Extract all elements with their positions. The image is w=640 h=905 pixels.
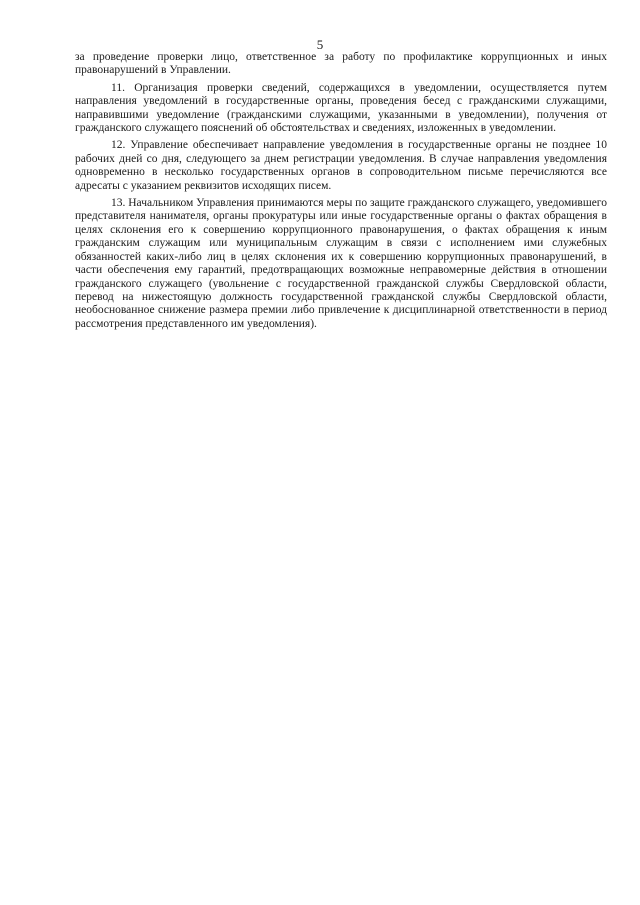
paragraph-13: 13. Начальником Управления принимаются меры по защите гражданского служащего, уведомившего представителя нанимателя, органы прокуратуры или иные государственные органы о фактах обращения в целях склонения его к совершению коррупционного правонарушения, о фактах обращения к иным гражданским служащим или муниципальным служащим в связи с исполнением ими служебных обязанностей каких-либо лиц в целях склонения их к совершению коррупционных правонарушений, в части обеспечения ему гарантий, предотвращающих возможные неправомерные действия в отношении гражданского служащего (увольнение с государственной гражданской службы Свердловской области, перевод на нижестоящую должность государственной гражданской службы Свердловской области, необоснованное снижение размера премии либо привлечение к дисциплинарной ответственности в период рассмотрения представленного им уведомления).: [75, 197, 607, 330]
page-number: 5: [316, 37, 324, 52]
document-body: [75, 51, 607, 335]
paragraph-12: 12. Управление обеспечивает направление уведомления в государственные органы не позднее 10 рабочих дней со дня, следующего за днем регистрации уведомления. В случае направления уведомления одновременно в несколько государственных органов в сопроводительном письме перечисляются все адресаты с указанием реквизитов исходящих писем.: [75, 139, 607, 192]
paragraph-continuation: за проведение проверки лицо, ответственное за работу по профилактике коррупционных и иных правонарушений в Управлении.: [75, 51, 607, 77]
paragraph-11: 11. Организация проверки сведений, содержащихся в уведомлении, осуществляется путем направления уведомлений в государственные органы, проведения бесед с гражданскими служащими, направившими уведомление (гражданскими служащими, указанными в уведомлении), получения от гражданского служащего пояснений об обстоятельствах и сведениях, изложенных в уведомлении.: [75, 81, 607, 135]
